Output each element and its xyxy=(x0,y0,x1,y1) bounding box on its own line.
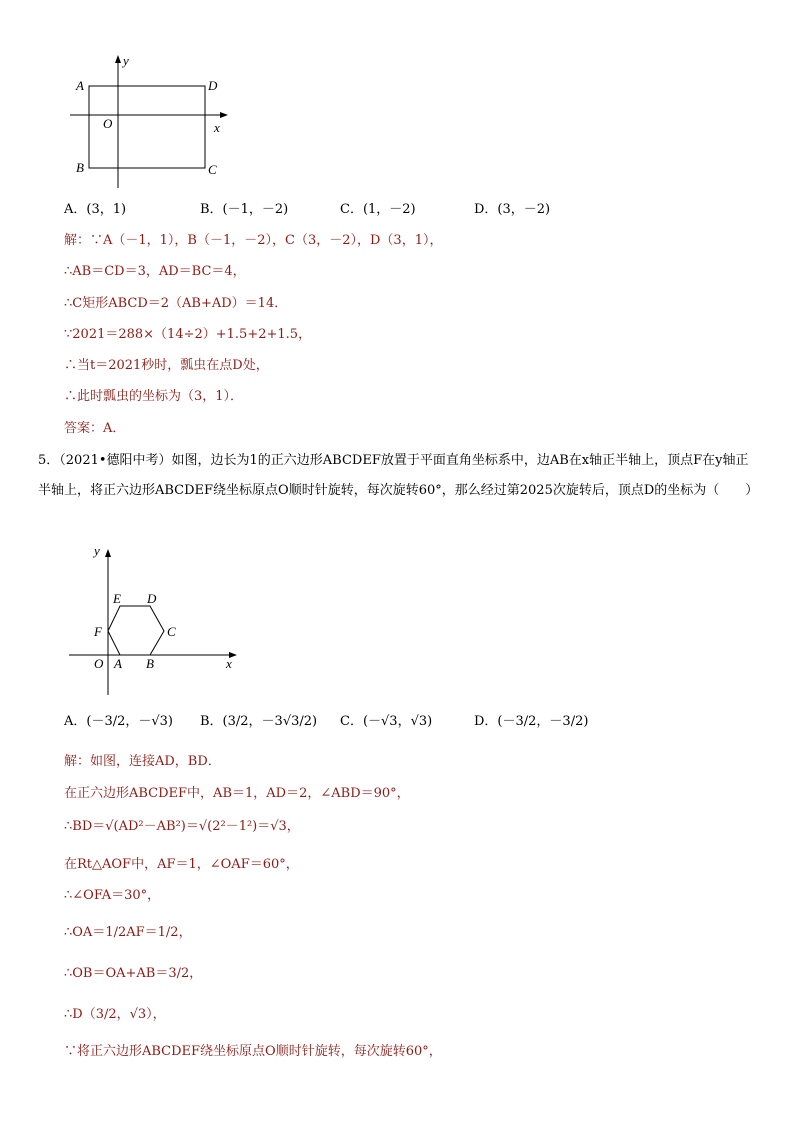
hex-label-C: C xyxy=(167,624,176,639)
q4-choice-b[interactable]: B．(－1，－2) xyxy=(200,202,289,217)
hex-label-y: y xyxy=(94,543,100,558)
q4-solution-line-3: ∴C矩形ABCD＝2（AB+AD）＝14． xyxy=(64,296,288,311)
q4-answer: 答案：A． xyxy=(64,421,126,436)
q4-choice-d[interactable]: D．(3，－2) xyxy=(474,202,551,217)
q5-choice-a[interactable]: A．(－3/2，－√3) xyxy=(64,714,174,729)
q4-choice-a[interactable]: A．(3，1) xyxy=(64,202,127,217)
q5-solution-line-3: ∴BD＝√(AD²－AB²)＝√(2²－1²)＝√3， xyxy=(64,819,300,834)
q4-solution-line-4: ∵2021＝288×（14÷2）+1.5+2+1.5， xyxy=(64,327,312,342)
label-A: A xyxy=(76,78,84,93)
label-D: D xyxy=(208,78,218,93)
q4-solution-line-1: 解：∵A（－1，1），B（－1，－2），C（3，－2），D（3，1）， xyxy=(64,233,443,248)
hex-label-O: O xyxy=(94,656,104,671)
q5-solution-line-9: ∵将正六边形ABCDEF绕坐标原点O顺时针旋转，每次旋转60°， xyxy=(64,1044,442,1059)
hex-label-D: D xyxy=(147,591,157,606)
q4-solution-line-5: ∴当t＝2021秒时，瓢虫在点D处， xyxy=(64,358,269,373)
q5-question-text: 5．（2021•德阳中考）如图，边长为1的正六边形ABCDEF放置于平面直角坐标系中，边AB在x轴正半轴上，顶点F在y轴正半轴上，将正六边形ABCDEF绕坐标原点O顺时针旋转，每次旋转60°，那么经过第2025次旋转后，顶点D的坐标为（ ） xyxy=(38,453,759,498)
hex-label-E: E xyxy=(113,591,121,606)
rectangle-figure xyxy=(60,50,240,195)
label-O: O xyxy=(103,116,113,131)
q5-solution-line-6: ∴OA＝1/2AF＝1/2， xyxy=(64,925,192,940)
q4-solution-line-2: ∴AB＝CD＝3，AD＝BC＝4， xyxy=(64,264,246,279)
q5-solution-line-1: 解：如图，连接AD，BD． xyxy=(64,754,221,769)
q4-solution-line-6: ∴此时瓢虫的坐标为（3，1）． xyxy=(64,389,244,404)
q5-solution-line-8: ∴D（3/2，√3）， xyxy=(64,1007,166,1022)
label-x: x xyxy=(214,120,220,135)
label-y: y xyxy=(123,53,129,68)
q5-choice-b[interactable]: B．(3/2，－3√3/2) xyxy=(200,714,318,729)
hex-label-x: x xyxy=(226,656,232,671)
hex-label-F: F xyxy=(94,624,102,639)
q5-choice-c[interactable]: C．(－√3，√3) xyxy=(340,714,433,729)
q4-choice-c[interactable]: C．(1，－2) xyxy=(340,202,416,217)
hexagon-figure xyxy=(64,540,244,700)
q5-choice-d[interactable]: D．(－3/2，－3/2) xyxy=(474,714,589,729)
hex-label-B: B xyxy=(146,656,154,671)
label-C: C xyxy=(208,162,217,177)
q5-solution-line-5: ∴∠OFA＝30°， xyxy=(64,888,161,903)
q5-solution-line-4: 在Rt△AOF中，AF＝1，∠OAF＝60°， xyxy=(64,857,299,872)
label-B: B xyxy=(76,160,84,175)
hex-label-A: A xyxy=(114,656,122,671)
q5-solution-line-2: 在正六边形ABCDEF中，AB＝1，AD＝2，∠ABD＝90°， xyxy=(64,786,410,801)
q5-solution-line-7: ∴OB＝OA+AB＝3/2， xyxy=(64,966,203,981)
